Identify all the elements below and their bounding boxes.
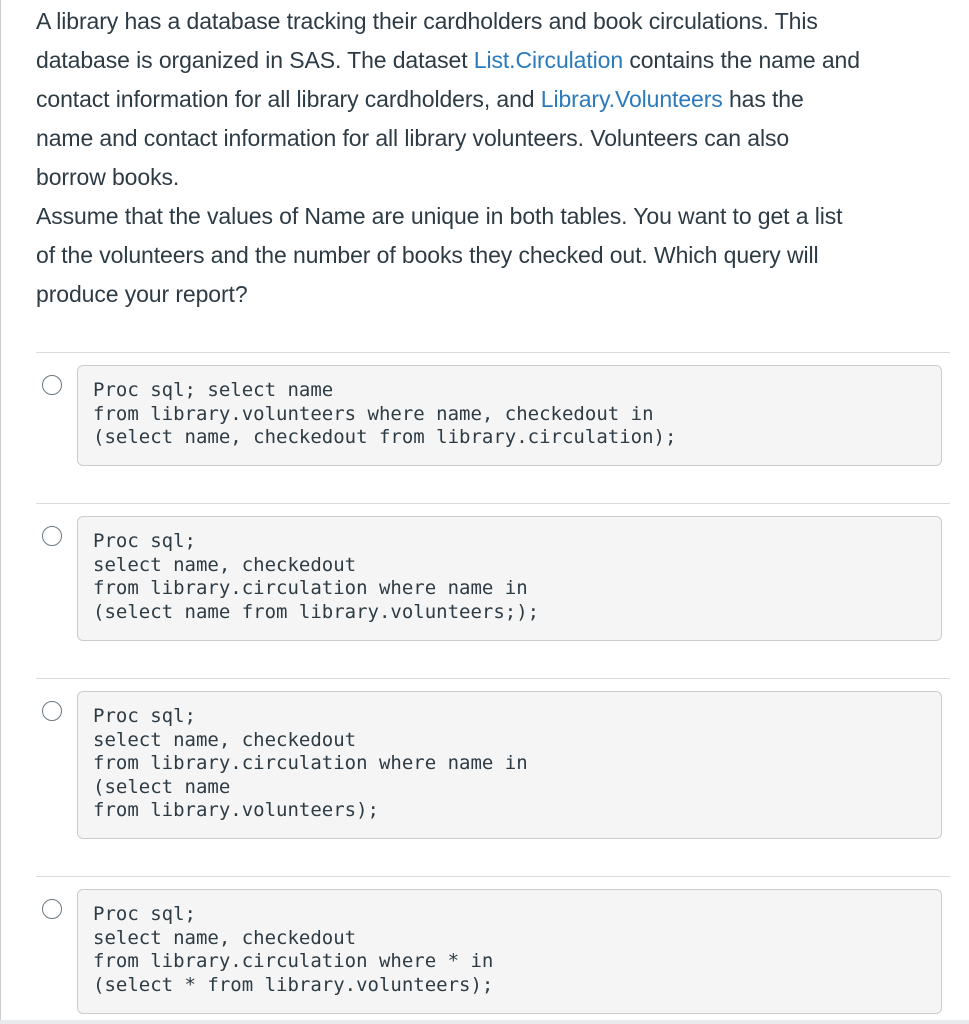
question-line-6: Assume that the values of Name are unique in both tables. You want to get a list <box>36 203 843 229</box>
answer-divider <box>36 352 950 353</box>
question-text <box>36 0 954 314</box>
question-paragraph-1 <box>36 0 954 197</box>
answer-option-d[interactable] <box>77 889 942 1014</box>
code-line: Proc sql; select name <box>93 379 334 401</box>
question-line-7: of the volunteers and the number of books they checked out. Which query will <box>36 242 819 268</box>
dataset-reference-volunteers: Library.Volunteers <box>540 86 723 112</box>
code-line: (select * from library.volunteers); <box>93 973 494 996</box>
question-line-2b: contains the name and <box>623 47 860 73</box>
answer-radio-a[interactable] <box>42 375 62 395</box>
answer-option-c[interactable] <box>77 691 942 839</box>
code-line: from library.volunteers where name, checkedout in <box>93 402 654 425</box>
answer-divider <box>36 876 950 877</box>
answer-divider <box>36 678 950 679</box>
code-line: select name, checkedout <box>93 553 357 576</box>
code-line: Proc sql; <box>93 530 196 552</box>
question-line-3a: contact information for all library cardholders, and <box>36 86 541 112</box>
frame-border <box>0 0 1 1024</box>
question-paragraph-2 <box>36 197 954 314</box>
code-line: Proc sql; <box>93 903 196 925</box>
question-line-5: borrow books. <box>36 164 180 190</box>
code-line: from library.circulation where name in <box>93 577 528 599</box>
answer-radio-b[interactable] <box>42 526 62 546</box>
code-line: from library.volunteers); <box>93 799 379 821</box>
question-line-8: produce your report? <box>36 281 248 307</box>
answer-radio-c[interactable] <box>42 701 62 721</box>
code-line: (select name, checkedout from library.circulation); <box>93 426 677 448</box>
code-line: from library.circulation where name in <box>93 752 528 774</box>
code-line: select name, checkedout <box>93 926 357 949</box>
answer-radio-d[interactable] <box>42 899 62 919</box>
code-line: (select name from library.volunteers;); <box>93 600 540 623</box>
answer-option-b[interactable] <box>77 516 942 641</box>
code-line: Proc sql; <box>93 705 196 727</box>
question-line-3b: has the <box>722 86 804 112</box>
code-line: from library.circulation where * in <box>93 950 494 972</box>
question-line-4: name and contact information for all library volunteers. Volunteers can also <box>36 125 790 151</box>
code-line: select name, checkedout <box>93 728 357 751</box>
question-line-2a: database is organized in SAS. The dataset <box>36 47 474 73</box>
code-line: (select name <box>93 775 231 798</box>
bottom-edge <box>0 1020 969 1024</box>
answer-option-a[interactable] <box>77 365 942 466</box>
dataset-reference-circulation: List.Circulation <box>473 47 624 73</box>
question-line-1: A library has a database tracking their cardholders and book circulations. This <box>36 8 818 34</box>
answer-divider <box>36 503 950 504</box>
